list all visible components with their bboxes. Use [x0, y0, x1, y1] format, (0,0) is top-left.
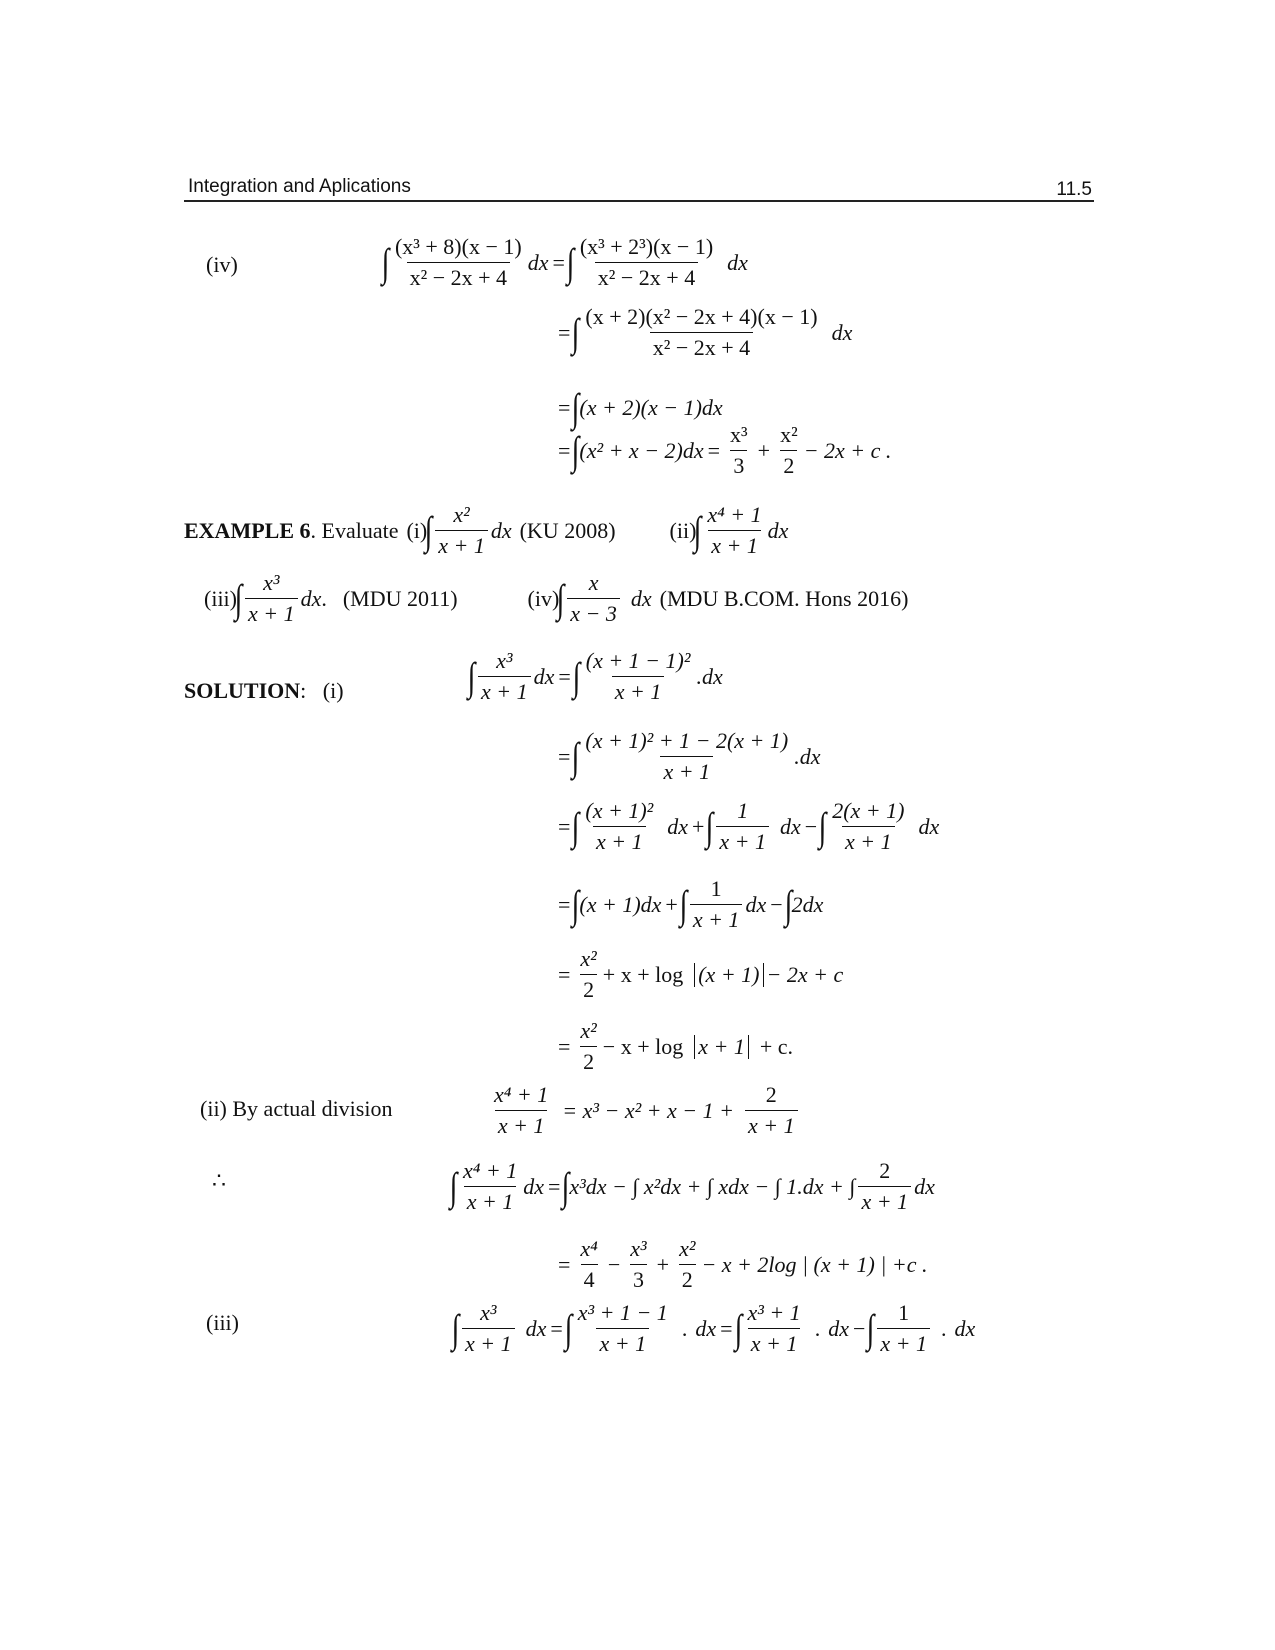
part-iv-label: (iv): [206, 252, 238, 277]
sol-iii-line1: ∫ $\frac{\text{x³}}{x + 1}$ dx = ∫ $\frac{\text{x³ + 1 − 1}}{x + 1}$ . dx = ∫ $\frac{\text{x³ + 1}}{x + 1}$ . dx − ∫ $\frac{1}{x + 1}$ . dx: [451, 1300, 976, 1356]
sol-ii-label: (ii) By actual division: [200, 1096, 393, 1121]
eq-iv-line1: ∫ $\frac{\text{(x³ + 8)(x − 1)}}{\text{x² − 2x + 4}}$ dx = ∫ $\frac{\text{(x³ + 2³)(x − 1)}}{\text{x² − 2x + 4}}$ dx: [381, 234, 748, 290]
solution-heading: SOLUTION: (i): [184, 678, 344, 703]
eq-iv-line3: = ∫ (x + 2)(x − 1)dx: [558, 385, 723, 430]
page-header: [184, 176, 1094, 202]
sol-i-line4: = ∫ (x + 1)dx + ∫ $\frac{1}{x + 1}$ dx − ∫ 2dx: [558, 876, 824, 932]
sol-i-line2: = ∫ $\frac{\text{(x + 1)² + 1 − 2(x + 1)}}{x + 1}$ .dx: [558, 728, 821, 784]
therefore-symbol: ∴: [212, 1168, 226, 1193]
sol-ii-line2: = $\frac{\text{x⁴}}{4}$ − $\frac{\text{x³}}{3}$ + $\frac{\text{x²}}{2}$ − x + 2log | (x + 1) | +c .: [558, 1236, 928, 1292]
sol-ii-division: $\frac{\text{x⁴ + 1}}{x + 1}$ = x³ − x² + x − 1 + $\frac{2}{x + 1}$: [488, 1084, 801, 1137]
sol-ii-line1: ∫ $\frac{\text{x⁴ + 1}}{x + 1}$ dx = ∫ x³dx − ∫ x²dx + ∫ xdx − ∫ 1.dx + ∫ $\frac{2}{x + 1}$ dx: [449, 1158, 935, 1214]
example6-statement-2: (iii) ∫ $\frac{\text{x³}}{x + 1}$ dx . (MDU 2011) (iv) ∫ $\frac{x}{x - 3}$ dx (MDU B.COM. Hons 2016): [204, 570, 909, 626]
eq-iv-line2: = ∫ $\frac{\text{(x + 2)(x² − 2x + 4)(x − 1)}}{\text{x² − 2x + 4}}$ dx: [558, 304, 853, 360]
sol-i-line6: = $\frac{\text{x²}}{2}$ − x + log x + 1 + c.: [558, 1018, 794, 1074]
sol-i-line5: = $\frac{\text{x²}}{2}$ + x + log (x + 1) − 2x + c: [558, 946, 844, 1002]
sol-iii-label: (iii): [206, 1310, 239, 1335]
sol-i-line3: = ∫ $\frac{\text{(x + 1)²}}{x + 1}$ dx + ∫ $\frac{1}{x + 1}$ dx − ∫ $\frac{2(x + 1)}{x + 1}$ dx: [558, 798, 940, 854]
running-title: Integration and Aplications: [188, 176, 411, 197]
eq-iv-line4: = ∫ (x² + x − 2)dx = $\frac{\text{x³}}{3}$ + $\frac{\text{x²}}{2}$ − 2x + c .: [558, 422, 892, 478]
example6-statement: EXAMPLE 6 . Evaluate (i) ∫ $\frac{\text{x²}}{x + 1}$ dx (KU 2008) (ii) ∫ $\frac{\text{x⁴ + 1}}{x + 1}$ dx: [184, 502, 789, 558]
page-number: 11.5: [1056, 179, 1092, 200]
sol-i-line1: ∫ $\frac{\text{x³}}{x + 1}$ dx = ∫ $\frac{\text{(x + 1 − 1)²}}{x + 1}$ .dx: [467, 648, 723, 704]
